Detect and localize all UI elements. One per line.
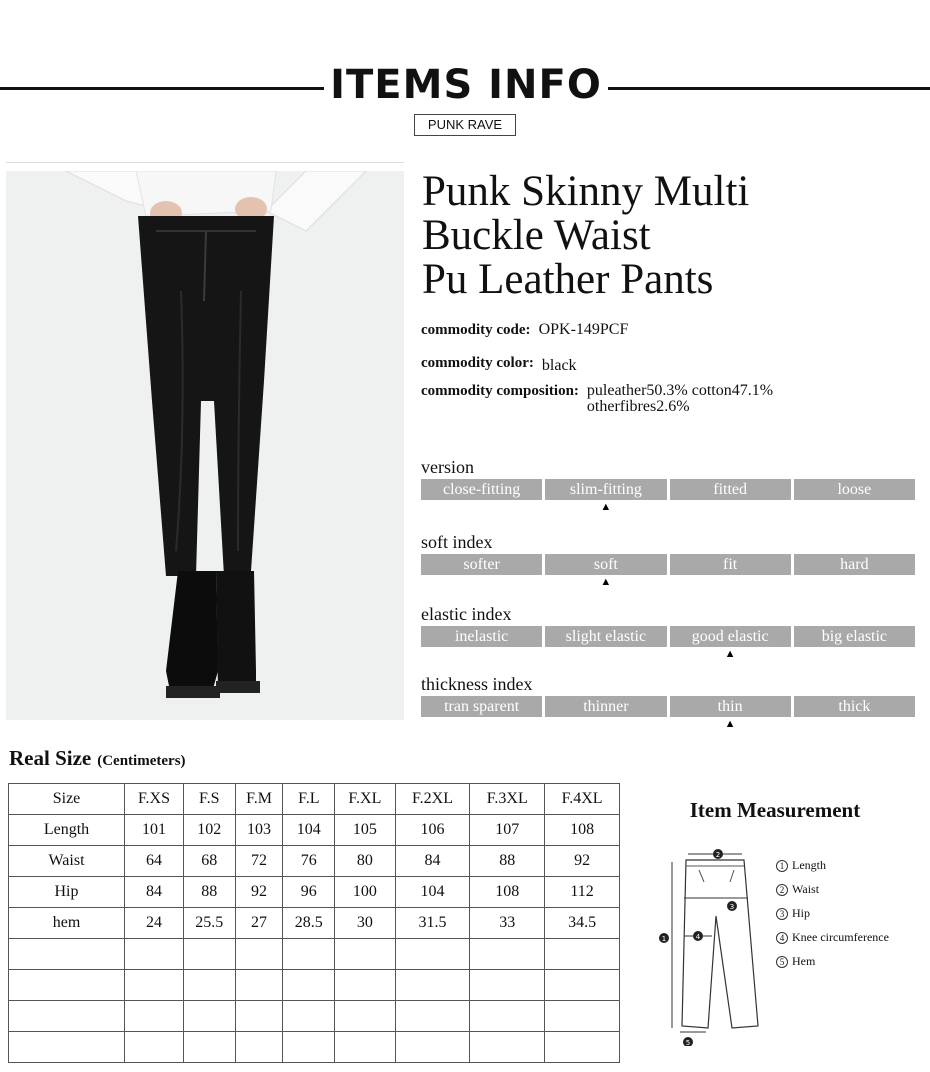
table-cell: 76 <box>283 846 335 877</box>
index-bar <box>421 696 915 730</box>
table-cell <box>125 1001 184 1032</box>
commodity-color-label: commodity color: <box>421 355 534 371</box>
table-cell <box>125 939 184 970</box>
table-cell <box>545 970 620 1001</box>
table-cell <box>335 970 396 1001</box>
index-option-label: thin <box>717 698 743 715</box>
table-cell: 107 <box>470 815 545 846</box>
table-cell <box>470 1001 545 1032</box>
index-option <box>545 554 666 588</box>
table-row <box>9 784 620 815</box>
index-group <box>421 532 915 588</box>
table-cell: 34.5 <box>545 908 620 939</box>
legend-label: Length <box>792 858 826 872</box>
table-cell <box>235 1001 283 1032</box>
legend-number-icon: 4 <box>776 932 788 944</box>
table-cell: 72 <box>235 846 283 877</box>
table-cell: F.2XL <box>395 784 470 815</box>
selected-marker-icon: ▲ <box>724 718 736 730</box>
table-cell: hem <box>9 908 125 939</box>
table-cell <box>9 939 125 970</box>
table-cell: 24 <box>125 908 184 939</box>
legend-number-icon: 5 <box>776 956 788 968</box>
table-cell <box>125 970 184 1001</box>
table-cell <box>283 1001 335 1032</box>
index-group <box>421 674 915 730</box>
composition-line: otherfibres2.6% <box>586 398 690 415</box>
table-cell <box>183 970 235 1001</box>
product-title <box>422 170 922 302</box>
legend-label: Hem <box>792 954 816 968</box>
table-cell: F.M <box>235 784 283 815</box>
table-cell <box>235 970 283 1001</box>
section-header <box>0 60 930 116</box>
table-cell <box>395 970 470 1001</box>
index-label: thickness index <box>421 674 533 694</box>
svg-text:3: 3 <box>729 903 735 911</box>
table-cell: 88 <box>470 846 545 877</box>
brand-badge: PUNK RAVE <box>414 114 516 136</box>
product-title-line: Punk Skinny Multi <box>422 168 750 215</box>
table-cell: 92 <box>235 877 283 908</box>
legend-label: Knee circumference <box>792 930 889 944</box>
size-table-unit: (Centimeters) <box>97 753 186 769</box>
legend-item <box>776 858 889 882</box>
index-option-label: hard <box>840 556 869 573</box>
table-cell <box>545 1032 620 1063</box>
table-cell: Length <box>9 815 125 846</box>
table-cell: 80 <box>335 846 396 877</box>
index-option-label: soft <box>593 556 618 573</box>
commodity-color <box>421 355 577 374</box>
legend-label: Hip <box>792 906 810 920</box>
table-row <box>9 939 620 970</box>
svg-text:4: 4 <box>695 933 701 941</box>
table-cell: F.XS <box>125 784 184 815</box>
table-cell <box>335 939 396 970</box>
table-cell <box>9 970 125 1001</box>
table-cell: 112 <box>545 877 620 908</box>
index-option <box>670 479 791 500</box>
index-option <box>794 626 915 647</box>
legend-number-icon: 3 <box>776 908 788 920</box>
table-cell: 103 <box>235 815 283 846</box>
commodity-color-value: black <box>541 357 577 374</box>
index-group <box>421 604 915 660</box>
table-cell: F.L <box>283 784 335 815</box>
index-bar <box>421 479 915 513</box>
index-option <box>794 696 915 717</box>
table-cell <box>125 1032 184 1063</box>
index-option <box>545 696 666 717</box>
table-cell <box>183 1032 235 1063</box>
index-option-label: softer <box>463 556 500 573</box>
divider <box>6 162 404 163</box>
index-option-label: big elastic <box>821 628 888 645</box>
table-cell <box>183 939 235 970</box>
index-option <box>670 696 791 730</box>
legend-number-icon: 1 <box>776 860 788 872</box>
index-option <box>794 554 915 575</box>
header-line-left <box>0 87 324 90</box>
product-photo <box>6 171 404 720</box>
size-table-heading <box>9 746 186 771</box>
index-label: soft index <box>421 532 493 552</box>
svg-text:5: 5 <box>685 1039 691 1046</box>
table-cell: 64 <box>125 846 184 877</box>
index-option <box>421 626 542 647</box>
table-cell <box>183 1001 235 1032</box>
index-bar <box>421 554 915 588</box>
index-option-label: thick <box>838 698 871 715</box>
table-row <box>9 1001 620 1032</box>
table-cell <box>395 939 470 970</box>
table-cell: 30 <box>335 908 396 939</box>
index-label: elastic index <box>421 604 512 624</box>
index-option-label: thinner <box>583 698 629 715</box>
selected-marker-icon: ▲ <box>600 501 612 513</box>
legend-item <box>776 882 889 906</box>
index-option-label: loose <box>837 481 872 498</box>
index-option-label: inelastic <box>454 628 509 645</box>
pants-diagram-icon <box>654 846 774 1046</box>
commodity-composition-value <box>587 383 773 415</box>
table-cell: Waist <box>9 846 125 877</box>
table-cell: 31.5 <box>395 908 470 939</box>
table-cell: 100 <box>335 877 396 908</box>
table-cell: 25.5 <box>183 908 235 939</box>
size-table-title: Real Size <box>9 746 92 770</box>
index-option-label: close-fitting <box>442 481 521 498</box>
table-row <box>9 908 620 939</box>
index-option-label: slight elastic <box>565 628 647 645</box>
selected-marker-icon: ▲ <box>600 576 612 588</box>
table-cell <box>470 1032 545 1063</box>
table-row <box>9 970 620 1001</box>
index-option <box>545 626 666 647</box>
table-cell: Size <box>9 784 125 815</box>
legend-label: Waist <box>792 882 820 896</box>
table-cell <box>283 970 335 1001</box>
table-cell <box>545 939 620 970</box>
index-option-label: slim-fitting <box>569 481 642 498</box>
commodity-code <box>421 322 628 340</box>
table-cell: 105 <box>335 815 396 846</box>
index-bar <box>421 626 915 660</box>
table-cell: F.4XL <box>545 784 620 815</box>
svg-text:2: 2 <box>715 851 721 859</box>
table-cell: 108 <box>470 877 545 908</box>
commodity-composition-label: commodity composition: <box>421 383 579 399</box>
table-cell: 101 <box>125 815 184 846</box>
index-option-label: tran sparent <box>444 698 520 715</box>
table-cell <box>283 939 335 970</box>
table-cell: 33 <box>470 908 545 939</box>
table-cell <box>335 1032 396 1063</box>
table-cell: 84 <box>395 846 470 877</box>
table-row <box>9 1032 620 1063</box>
table-cell <box>235 1032 283 1063</box>
table-cell: 104 <box>283 815 335 846</box>
table-cell: F.S <box>183 784 235 815</box>
product-title-line: Buckle Waist <box>422 212 651 259</box>
table-cell <box>9 1001 125 1032</box>
table-cell: 96 <box>283 877 335 908</box>
index-option <box>421 554 542 575</box>
table-row <box>9 877 620 908</box>
commodity-code-value: OPK-149PCF <box>538 321 629 338</box>
commodity-code-label: commodity code: <box>421 322 531 338</box>
measurement-title: Item Measurement <box>689 798 861 822</box>
table-cell: Hip <box>9 877 125 908</box>
index-option-label: good elastic <box>691 628 769 645</box>
table-cell <box>283 1032 335 1063</box>
index-option <box>794 479 915 500</box>
table-cell <box>235 939 283 970</box>
measurement-legend <box>776 858 889 978</box>
table-row <box>9 815 620 846</box>
table-cell: 92 <box>545 846 620 877</box>
composition-line: puleather50.3% cotton47.1% <box>586 382 774 399</box>
table-cell: 84 <box>125 877 184 908</box>
table-cell: 104 <box>395 877 470 908</box>
table-cell <box>545 1001 620 1032</box>
selected-marker-icon: ▲ <box>724 648 736 660</box>
index-label: version <box>421 457 474 477</box>
section-title: ITEMS INFO <box>330 62 602 108</box>
index-option-label: fit <box>723 556 738 573</box>
table-cell <box>470 939 545 970</box>
header-line-right <box>608 87 930 90</box>
table-cell <box>470 970 545 1001</box>
table-row <box>9 846 620 877</box>
legend-item <box>776 954 889 978</box>
table-cell <box>335 1001 396 1032</box>
index-option <box>670 626 791 660</box>
product-title-line: Pu Leather Pants <box>422 256 714 303</box>
table-cell: 68 <box>183 846 235 877</box>
table-cell: 106 <box>395 815 470 846</box>
index-option-label: fitted <box>713 481 747 498</box>
legend-item <box>776 906 889 930</box>
table-cell: 28.5 <box>283 908 335 939</box>
table-cell: 108 <box>545 815 620 846</box>
table-cell: 27 <box>235 908 283 939</box>
index-option <box>545 479 666 513</box>
table-cell <box>395 1032 470 1063</box>
index-option <box>670 554 791 575</box>
table-cell <box>395 1001 470 1032</box>
size-table <box>8 783 620 1063</box>
index-option <box>421 696 542 717</box>
legend-item <box>776 930 889 954</box>
table-cell <box>9 1032 125 1063</box>
commodity-composition <box>421 383 773 415</box>
svg-text:1: 1 <box>661 935 667 943</box>
table-cell: 102 <box>183 815 235 846</box>
table-cell: 88 <box>183 877 235 908</box>
table-cell: F.XL <box>335 784 396 815</box>
table-cell: F.3XL <box>470 784 545 815</box>
index-group <box>421 457 915 513</box>
item-measurement <box>640 798 930 1046</box>
model-illustration <box>6 171 404 720</box>
index-option <box>421 479 542 500</box>
legend-number-icon: 2 <box>776 884 788 896</box>
